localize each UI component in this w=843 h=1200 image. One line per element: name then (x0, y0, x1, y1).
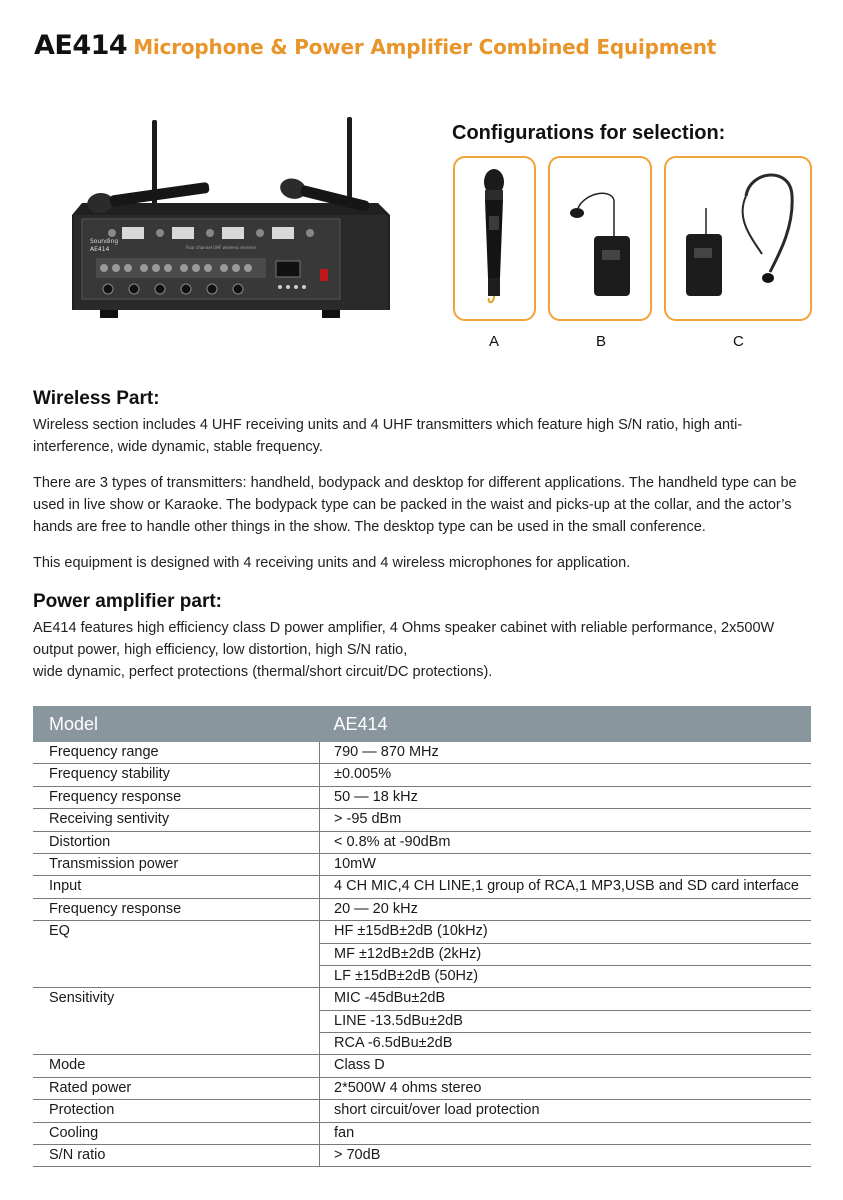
table-row (33, 1145, 811, 1167)
spec-value: > -95 dBm (320, 809, 812, 831)
table-row (33, 876, 811, 898)
device-caption: Four channel UHF wireless receiver (186, 245, 257, 250)
device-brand: Sounding (90, 238, 119, 245)
config-label-c: C (733, 333, 744, 350)
wireless-paragraph-1: Wireless section includes 4 UHF receiving units and 4 UHF transmitters which feature high S/N ratio, high anti-interference, wide dynamic, stable frequency. (33, 417, 743, 455)
spec-value: 10mW (320, 853, 812, 875)
spec-value: ±0.005% (320, 764, 812, 786)
bodypack-lavalier-icon (550, 158, 650, 319)
config-label-a: A (489, 333, 500, 350)
table-row (33, 1122, 811, 1144)
table-row (33, 1077, 811, 1099)
spec-label: EQ (33, 921, 320, 943)
wireless-paragraph-2: There are 3 types of transmitters: handheld, bodypack and desktop for different applications. The handheld type can be used in live show or Karaoke. The bodypack type can be packed in the waist and picks-up at the collar, and the actor’s hands are free to handle other things in the show. The desktop type can be used in the small conference. (33, 475, 797, 535)
spec-label: Frequency range (33, 742, 320, 764)
spec-value: fan (320, 1122, 812, 1144)
spec-label-empty (33, 1010, 320, 1032)
spec-label: Distortion (33, 831, 320, 853)
spec-value: 20 — 20 kHz (320, 898, 812, 920)
table-row (33, 742, 811, 764)
config-option-b (548, 156, 652, 321)
spec-value: HF ±15dB±2dB (10kHz) (320, 921, 812, 943)
table-row (33, 1055, 811, 1077)
config-option-c (664, 156, 812, 321)
table-row (33, 921, 811, 943)
table-row (33, 853, 811, 875)
table-row (33, 1100, 811, 1122)
table-row (33, 831, 811, 853)
spec-label-empty (33, 965, 320, 987)
spec-table (33, 706, 811, 1167)
spec-value: RCA -6.5dBu±2dB (320, 1033, 812, 1055)
spec-label: Frequency response (33, 786, 320, 808)
spec-label: Frequency response (33, 898, 320, 920)
model-name: AE414 (34, 30, 128, 61)
spec-label: Mode (33, 1055, 320, 1077)
table-row (33, 786, 811, 808)
amplifier-paragraph (33, 617, 818, 683)
spec-value: < 0.8% at -90dBm (320, 831, 812, 853)
product-subtitle: Microphone & Power Amplifier Combined Equipment (133, 35, 717, 59)
spec-label: Sensitivity (33, 988, 320, 1010)
spec-label: Cooling (33, 1122, 320, 1144)
page-title (34, 30, 716, 61)
table-row (33, 988, 811, 1010)
spec-header-model: Model (33, 706, 320, 742)
spec-label-empty (33, 943, 320, 965)
spec-label: Frequency stability (33, 764, 320, 786)
spec-value: LINE -13.5dBu±2dB (320, 1010, 812, 1032)
device-model: AE414 (90, 246, 110, 253)
spec-value: LF ±15dB±2dB (50Hz) (320, 965, 812, 987)
spec-value: 50 — 18 kHz (320, 786, 812, 808)
spec-header-value: AE414 (320, 706, 812, 742)
spec-label: S/N ratio (33, 1145, 320, 1167)
table-row (33, 965, 811, 987)
amplifier-paragraph-line-1: AE414 features high efficiency class D power amplifier, 4 Ohms speaker cabinet with reliable performance, 2x500W output power, high efficiency, low distortion, high S/N ratio, (33, 620, 775, 658)
spec-value: 790 — 870 MHz (320, 742, 812, 764)
spec-value: MF ±12dB±2dB (2kHz) (320, 943, 812, 965)
table-row (33, 809, 811, 831)
spec-label: Transmission power (33, 853, 320, 875)
spec-value: short circuit/over load protection (320, 1100, 812, 1122)
spec-value: MIC -45dBu±2dB (320, 988, 812, 1010)
config-label-b: B (596, 333, 607, 350)
table-row (33, 1010, 811, 1032)
configurations-heading: Configurations for selection: (452, 122, 726, 144)
spec-value: Class D (320, 1055, 812, 1077)
spec-value: 4 CH MIC,4 CH LINE,1 group of RCA,1 MP3,USB and SD card interface (320, 876, 812, 898)
table-row (33, 943, 811, 965)
amplifier-paragraph-line-2: wide dynamic, perfect protections (thermal/short circuit/DC protections). (33, 664, 493, 680)
spec-label: Input (33, 876, 320, 898)
amplifier-heading: Power amplifier part: (33, 591, 222, 612)
spec-label-empty (33, 1033, 320, 1055)
spec-label: Receiving sentivity (33, 809, 320, 831)
spec-value: > 70dB (320, 1145, 812, 1167)
spec-value: 2*500W 4 ohms stereo (320, 1077, 812, 1099)
table-row (33, 898, 811, 920)
table-row (33, 764, 811, 786)
spec-label: Protection (33, 1100, 320, 1122)
handheld-microphone-icon (455, 158, 534, 319)
spec-label: Rated power (33, 1077, 320, 1099)
product-image (60, 115, 400, 335)
wireless-paragraph-3: This equipment is designed with 4 receiving units and 4 wireless microphones for application. (33, 555, 631, 571)
table-row (33, 1033, 811, 1055)
bodypack-headset-icon (666, 158, 810, 319)
spec-header-row (33, 706, 811, 742)
config-option-a (453, 156, 536, 321)
wireless-heading: Wireless Part: (33, 388, 160, 409)
